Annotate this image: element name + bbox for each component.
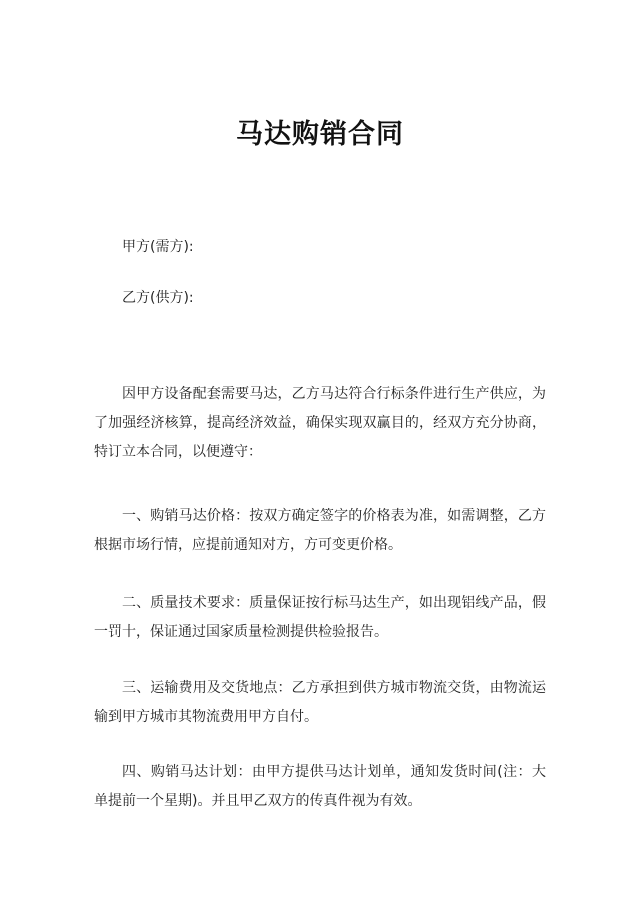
intro-paragraph: 因甲方设备配套需要马达，乙方马达符合行标条件进行生产供应，为了加强经济核算，提高经济效益，确保实现双赢目的，经双方充分协商，特订立本合同，以便遵守： [94, 386, 546, 460]
party-b-label: 乙方(供方): [122, 290, 194, 306]
document-title: 马达购销合同 [236, 119, 404, 150]
clause-quality: 二、质量技术要求：质量保证按行标马达生产，如出现铝线产品，假一罚十，保证通过国家质量检测提供检验报告。 [94, 595, 546, 640]
clause-plan: 四、购销马达计划：由甲方提供马达计划单，通知发货时间(注：大单提前一个星期)。并且甲乙双方的传真件视为有效。 [94, 764, 546, 809]
clause-price: 一、购销马达价格：按双方确定签字的价格表为准，如需调整，乙方根据市场行情，应提前通知对方，方可变更价格。 [94, 508, 546, 553]
clause-transport: 三、运输费用及交货地点：乙方承担到供方城市物流交货，由物流运输到甲方城市其物流费用甲方自付。 [94, 680, 546, 725]
party-a-label: 甲方(需方): [122, 239, 194, 255]
